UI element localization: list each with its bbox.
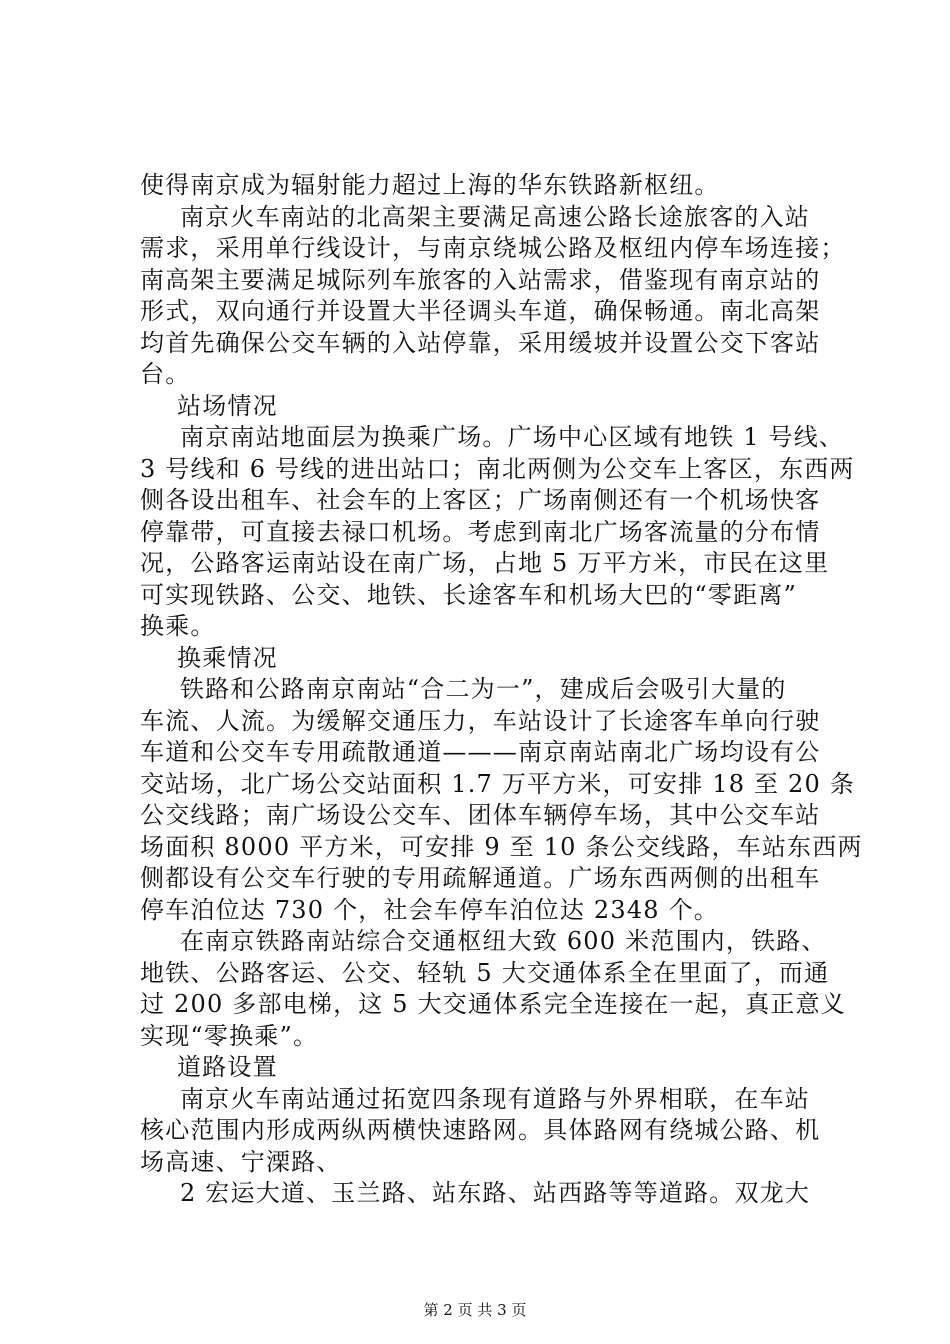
text-line: 形式，双向通行并设置大半径调头车道，确保畅通。南北高架 xyxy=(140,297,821,325)
text-line: 使得南京成为辐射能力超过上海的华东铁路新枢纽。 xyxy=(140,171,720,199)
text-line: 车流、人流。为缓解交通压力，车站设计了长途客车单向行驶 xyxy=(140,706,821,735)
text-line: 过 200 多部电梯，这 5 大交通体系完全连接在一起，真正意义 xyxy=(140,990,846,1018)
text-line: 换乘。 xyxy=(140,612,216,640)
text-line: 停车泊位达 730 个，社会车停车泊位达 2348 个。 xyxy=(140,895,720,924)
text-line: 场面积 8000 平方米，可安排 9 至 10 条公交线路，车站东西两 xyxy=(140,832,863,861)
page-footer: 第 2 页 共 3 页 xyxy=(423,1301,527,1319)
text-line: 况，公路客运南站设在南广场，占地 5 万平方米，市民在这里 xyxy=(140,549,830,577)
text-line: 侧都设有公交车行驶的专用疏解通道。广场东西两侧的出租车 xyxy=(140,864,821,892)
text-line: 交站场，北广场公交站面积 1.7 万平方米，可安排 18 至 20 条 xyxy=(140,769,856,798)
text-line: 均首先确保公交车辆的入站停靠，采用缓坡并设置公交下客站 xyxy=(140,328,821,357)
text-line: 核心范围内形成两纵两横快速路网。具体路网有绕城公路、机 xyxy=(140,1116,821,1144)
text-line: 需求，采用单行线设计，与南京绕城公路及枢纽内停车场连接； xyxy=(140,234,846,262)
text-line: 铁路和公路南京南站“合二为一”，建成后会吸引大量的 xyxy=(180,675,787,703)
text-line: 侧各设出租车、社会车的上客区；广场南侧还有一个机场快客 xyxy=(140,486,821,514)
text-line: 停靠带，可直接去禄口机场。考虑到南北广场客流量的分布情 xyxy=(140,517,821,546)
text-line: 可实现铁路、公交、地铁、长途客车和机场大巴的“零距离” xyxy=(140,580,797,609)
text-line: 南京南站地面层为换乘广场。广场中心区域有地铁 1 号线、 xyxy=(180,423,845,451)
text-line: 场高速、宁溧路、 xyxy=(140,1147,342,1176)
text-line: 3 号线和 6 号线的进出站口；南北两侧为公交车上客区，东西两 xyxy=(140,454,855,483)
text-line: 南京火车南站的北高架主要满足高速公路长途旅客的入站 xyxy=(180,202,810,231)
text-line: 南京火车南站通过拓宽四条现有道路与外界相联，在车站 xyxy=(180,1084,810,1113)
section-heading: 换乘情况 xyxy=(177,643,278,672)
text-line: 2 宏运大道、玉兰路、站东路、站西路等等道路。双龙大 xyxy=(180,1179,811,1207)
text-line: 公交线路；南广场设公交车、团体车辆停车场，其中公交车站 xyxy=(140,801,821,829)
text-line: 台。 xyxy=(140,360,191,388)
text-line: 南高架主要满足城际列车旅客的入站需求，借鉴现有南京站的 xyxy=(140,265,821,294)
text-line: 地铁、公路客运、公交、轻轨 5 大交通体系全在里面了，而通 xyxy=(140,958,830,987)
text-line: 实现“零换乘”。 xyxy=(140,1021,319,1050)
section-heading: 道路设置 xyxy=(177,1053,278,1081)
section-heading: 站场情况 xyxy=(177,391,278,420)
document-body xyxy=(140,170,863,1210)
text-line: 车道和公交车专用疏散通道———南京南站南北广场均设有公 xyxy=(140,738,821,766)
text-line: 在南京铁路南站综合交通枢纽大致 600 米范围内，铁路、 xyxy=(180,927,827,955)
